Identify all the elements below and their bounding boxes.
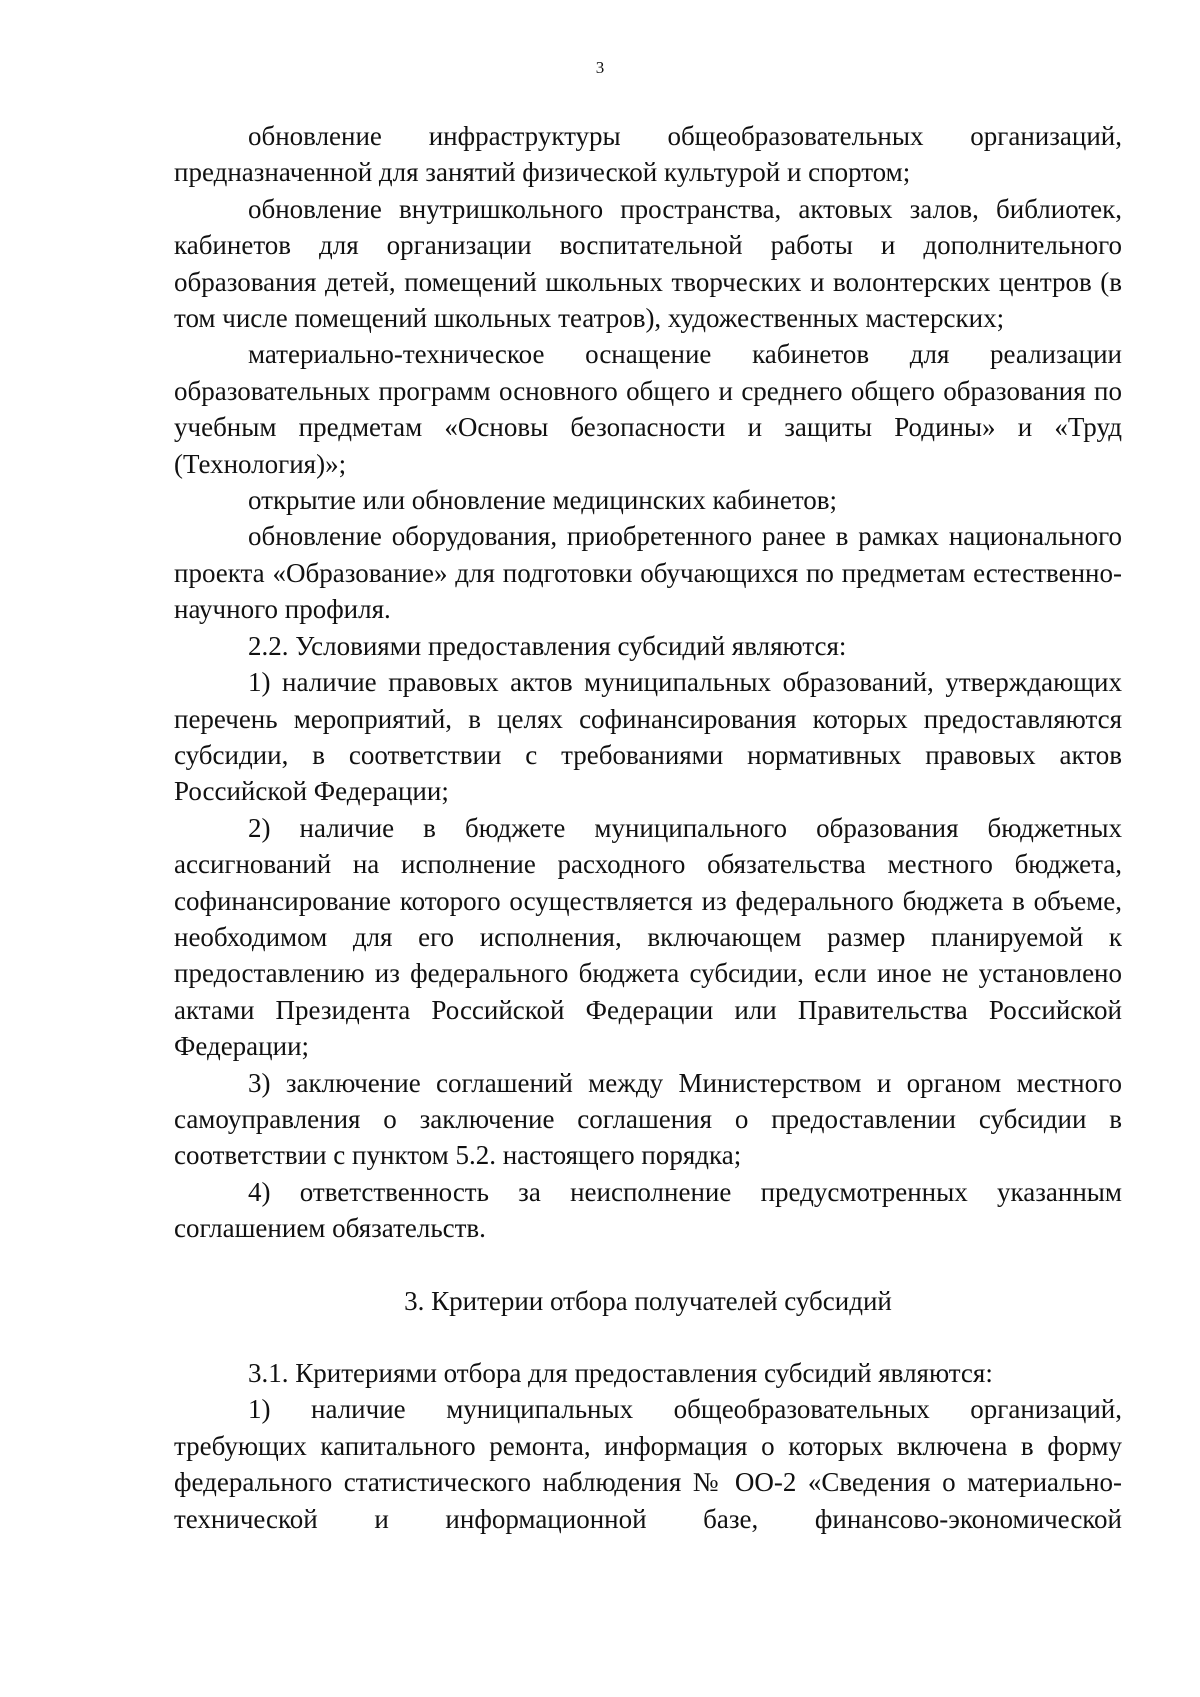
section-heading: 3. Критерии отбора получателей субсидий <box>404 1285 892 1316</box>
paragraph-equipment-update: обновление оборудования, приобретенного ранее в рамках национального проекта «Образование» для подготовки обучающихся по предметам естественно-научного профиля. <box>174 521 1122 625</box>
paragraph-equipment-classrooms: материально-техническое оснащение кабинетов для реализации образовательных программ основного общего и среднего общего образования по учебным предметам «Основы безопасности и защиты Родины» и «Труд (Технология)»; <box>174 339 1122 479</box>
paragraph-condition-3: 3) заключение соглашений между Министерством и органом местного самоуправления о заключение соглашения о предоставлении субсидии в соответствии с пунктом 5.2. настоящего порядка; <box>174 1067 1122 1171</box>
paragraph-criteria-intro: 3.1. Критериями отбора для предоставления субсидий являются: <box>248 1358 993 1388</box>
paragraph-condition-2: 2) наличие в бюджете муниципального образования бюджетных ассигнований на исполнение расходного обязательства местного бюджета, софинансирование которого осуществляется из федерального бюджета в объеме, необходимом для его исполнения, включающем размер планируемой к предоставлению из федерального бюджета субсидии, если иное не установлено актами Президента Российской Федерации или Правительства Российской Федерации; <box>174 812 1122 1062</box>
paragraph-condition-4: 4) ответственность за неисполнение предусмотренных указанным соглашением обязательств. <box>174 1176 1122 1244</box>
paragraph-medical-rooms: открытие или обновление медицинских кабинетов; <box>248 485 838 516</box>
paragraph-criterion-1: 1) наличие муниципальных общеобразовательных организаций, требующих капитального ремонта, информация о которых включена в форму федерального статистического наблюдения № ОО-2 «Сведения о материально-технической и информационной базе, финансово-экономической <box>174 1394 1122 1534</box>
paragraph-conditions-intro: 2.2. Условиями предоставления субсидий являются: <box>248 630 847 661</box>
document-body <box>174 118 1122 1537</box>
paragraph-infrastructure: обновление инфраструктуры общеобразовательных организаций, предназначенной для занятий физической культурой и спортом; <box>174 121 1122 188</box>
paragraph-condition-1: 1) наличие правовых актов муниципальных образований, утверждающих перечень мероприятий, в целях софинансирования которых предоставляются субсидии, в соответствии с требованиями нормативных правовых актов Российской Федерации; <box>174 667 1122 807</box>
paragraph-school-space: обновление внутришкольного пространства, актовых залов, библиотек, кабинетов для организации воспитательной работы и дополнительного образования детей, помещений школьных творческих и волонтерских центров (в том числе помещений школьных театров), художественных мастерских; <box>174 193 1122 334</box>
page-number: 3 <box>595 58 605 77</box>
